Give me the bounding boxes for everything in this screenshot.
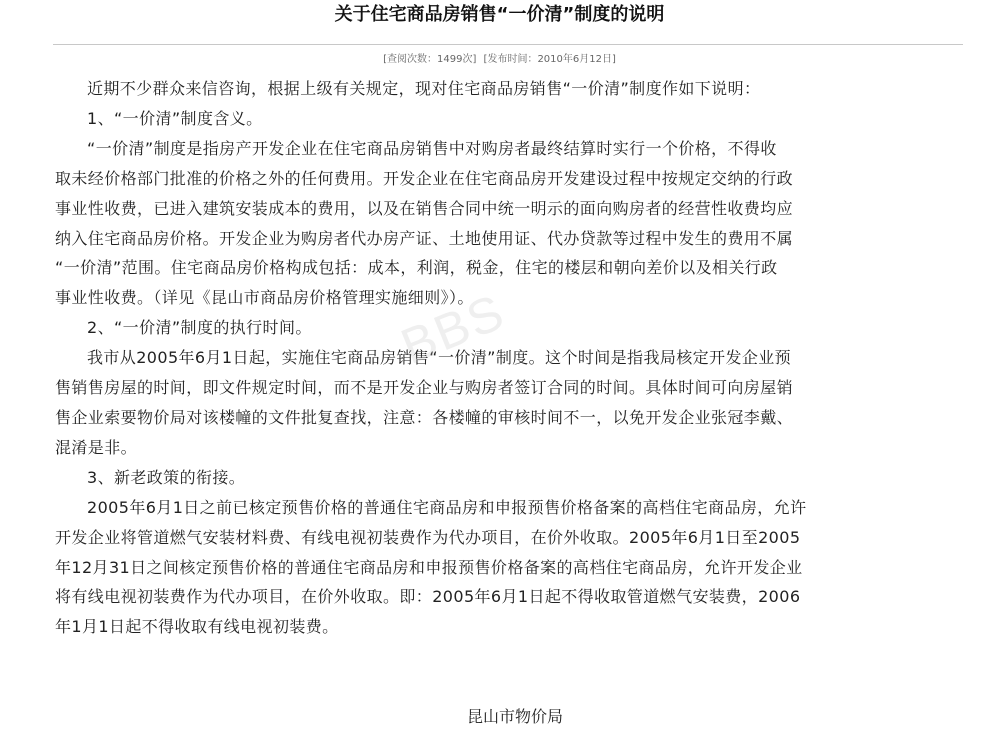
article-body xyxy=(55,74,965,642)
body-line: 事业性收费。（详见《昆山市商品房价格管理实施细则》）。 xyxy=(55,288,474,308)
body-line: 2005年6月1日之前已核定预售价格的普通住宅商品房和申报预售价格备案的高档住宅商品房，允许 xyxy=(87,497,807,517)
publish-date: [发布时间：2010年6月12日] xyxy=(483,54,616,65)
body-line: 纳入住宅商品房价格。开发企业为购房者代办房产证、土地使用证、代办贷款等过程中发生的费用不属 xyxy=(55,228,794,248)
view-count: [查阅次数：1499次] xyxy=(383,54,477,65)
body-line: 将有线电视初装费作为代办项目，在价外收取。即：2005年6月1日起不得收取管道燃气安装费，2006 xyxy=(55,587,801,607)
body-line: 开发企业将管道燃气安装材料费、有线电视初装费作为代办项目，在价外收取。2005年6月1日至2005 xyxy=(55,527,801,547)
body-line: “一价清”范围。住宅商品房价格构成包括：成本，利润，税金，住宅的楼层和朝向差价以及相关行政 xyxy=(55,258,778,278)
title-divider xyxy=(53,44,963,45)
body-line: 我市从2005年6月1日起，实施住宅商品房销售“一价清”制度。这个时间是指我局核定开发企业预 xyxy=(87,348,792,368)
body-line: 混淆是非。 xyxy=(55,437,138,457)
body-line: 年1月1日起不得收取有线电视初装费。 xyxy=(55,617,339,637)
body-line: 取未经价格部门批准的价格之外的任何费用。开发企业在住宅商品房开发建设过程中按规定交纳的行政 xyxy=(55,168,794,188)
body-line: 年12月31日之间核定预售价格的普通住宅商品房和申报预售价格备案的高档住宅商品房，允许开发企业 xyxy=(55,557,803,577)
body-line: “一价清”制度是指房产开发企业在住宅商品房销售中对购房者最终结算时实行一个价格，不得收 xyxy=(87,138,777,158)
body-line: 事业性收费，已进入建筑安装成本的费用，以及在销售合同中统一明示的面向购房者的经营性收费均应 xyxy=(55,198,794,218)
page-title: 关于住宅商品房销售“一价清”制度的说明 xyxy=(334,4,665,25)
section-heading: 3、新老政策的衔接。 xyxy=(87,467,246,487)
section-heading: 1、“一价清”制度含义。 xyxy=(87,108,263,128)
body-line: 售销售房屋的时间，即文件规定时间，而不是开发企业与购房者签订合同的时间。具体时间可向房屋销 xyxy=(55,378,794,398)
watermark: BBS xyxy=(393,283,513,375)
body-line: 售企业索要物价局对该楼幢的文件批复查找，注意：各楼幢的审核时间不一，以免开发企业张冠李戴、 xyxy=(55,407,794,427)
signature: 昆山市物价局 xyxy=(466,707,563,726)
body-line: 近期不少群众来信咨询，根据上级有关规定，现对住宅商品房销售“一价清”制度作如下说明： xyxy=(87,79,761,98)
section-heading: 2、“一价清”制度的执行时间。 xyxy=(87,318,312,338)
article-meta xyxy=(0,52,999,68)
